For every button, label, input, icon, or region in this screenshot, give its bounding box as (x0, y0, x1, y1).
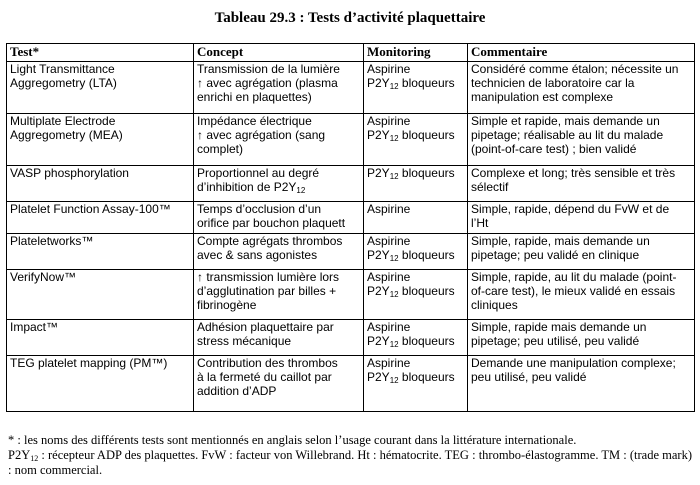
cell-test: Light Transmittance Aggregometry (LTA) (7, 62, 194, 114)
table-header-row (7, 44, 695, 62)
monitoring-item: Aspirine (367, 234, 411, 248)
header-test: Test* (7, 44, 194, 62)
table-row (7, 114, 695, 166)
cell-test: Impact™ (7, 320, 194, 356)
cell-monitoring (364, 270, 468, 320)
cell-monitoring (364, 166, 468, 202)
cell-commentaire: Simple, rapide, dépend du FvW et de l’Ht (468, 202, 695, 234)
cell-concept: Adhésion plaquettaire par stress mécanique (194, 320, 364, 356)
cell-concept: ↑ transmission lumière lors d’agglutination par billes + fibrinogène (194, 270, 364, 320)
table-row (7, 320, 695, 356)
table-row (7, 166, 695, 202)
monitoring-item: $P2Y_{12}$ bloqueurs (367, 76, 455, 91)
monitoring-item: $P2Y_{12}$ bloqueurs (367, 370, 455, 385)
platelet-tests-table (6, 43, 695, 412)
cell-test: Platelet Function Assay-100™ (7, 202, 194, 234)
cell-test: Plateletworks™ (7, 234, 194, 270)
monitoring-item: $P2Y_{12}$ bloqueurs (367, 334, 455, 349)
cell-commentaire: Simple, rapide, au lit du malade (point- of-care test), le mieux validé en essais cliniques (468, 270, 695, 320)
cell-concept: Transmission de la lumière ↑ avec agrégation (plasma enrichi en plaquettes) (194, 62, 364, 114)
header-commentaire: Commentaire (468, 44, 695, 62)
monitoring-item: $P2Y_{12}$ bloqueurs (367, 128, 455, 143)
table-row (7, 234, 695, 270)
table-row (7, 356, 695, 412)
cell-monitoring (364, 234, 468, 270)
footnote-line-1: * : les noms des différents tests sont mentionnés en anglais selon l’usage courant dans la littérature internationale. (8, 433, 577, 447)
monitoring-item: $P2Y_{12}$ bloqueurs (367, 166, 455, 181)
cell-test: Multiplate Electrode Aggregometry (MEA) (7, 114, 194, 166)
footnote-line-2: $P2Y_{12}$ : récepteur ADP des plaquettes. FvW : facteur von Willebrand. Ht : hématocrite. TEG : thrombo-élastogramme. TM : (trade mark) : nom commercial. (8, 448, 692, 477)
table-row (7, 270, 695, 320)
header-monitoring: Monitoring (364, 44, 468, 62)
cell-test: VerifyNow™ (7, 270, 194, 320)
table-title: Tableau 29.3 : Tests d’activité plaquettaire (214, 10, 486, 26)
cell-commentaire: Simple et rapide, mais demande un pipetage; réalisable au lit du malade (point-of-care test) ; bien validé (468, 114, 695, 166)
cell-test: VASP phosphorylation (7, 166, 194, 202)
cell-monitoring (364, 356, 468, 412)
monitoring-item: $P2Y_{12}$ bloqueurs (367, 284, 455, 299)
monitoring-item: Aspirine (367, 356, 411, 370)
cell-concept: Proportionnel au degré d’inhibition de $P2Y_{12}$ (194, 166, 364, 202)
cell-monitoring (364, 202, 468, 234)
cell-commentaire: Demande une manipulation complexe; peu utilisé, peu validé (468, 356, 695, 412)
monitoring-item: $P2Y_{12}$ bloqueurs (367, 248, 455, 263)
monitoring-item: Aspirine (367, 320, 411, 334)
cell-concept: Impédance électrique ↑ avec agrégation (sang complet) (194, 114, 364, 166)
cell-commentaire: Complexe et long; très sensible et très sélectif (468, 166, 695, 202)
monitoring-item: Aspirine (367, 62, 411, 76)
table-row (7, 62, 695, 114)
cell-commentaire: Simple, rapide mais demande un pipetage; peu utilisé, peu validé (468, 320, 695, 356)
cell-monitoring (364, 114, 468, 166)
cell-monitoring (364, 62, 468, 114)
cell-concept: Contribution des thrombos à la fermeté du caillot par addition d’ADP (194, 356, 364, 412)
cell-monitoring (364, 320, 468, 356)
cell-commentaire: Simple, rapide, mais demande un pipetage; peu validé en clinique (468, 234, 695, 270)
monitoring-item: Aspirine (367, 114, 411, 128)
table-row (7, 202, 695, 234)
monitoring-item: Aspirine (367, 270, 411, 284)
cell-concept: Temps d’occlusion d’un orifice par bouchon plaquett (194, 202, 364, 234)
header-concept: Concept (194, 44, 364, 62)
footnote (8, 433, 692, 478)
cell-concept: Compte agrégats thrombos avec & sans agonistes (194, 234, 364, 270)
cell-test: TEG platelet mapping (PM™) (7, 356, 194, 412)
monitoring-item: Aspirine (367, 202, 411, 216)
cell-commentaire: Considéré comme étalon; nécessite un technicien de laboratoire car la manipulation est complexe (468, 62, 695, 114)
